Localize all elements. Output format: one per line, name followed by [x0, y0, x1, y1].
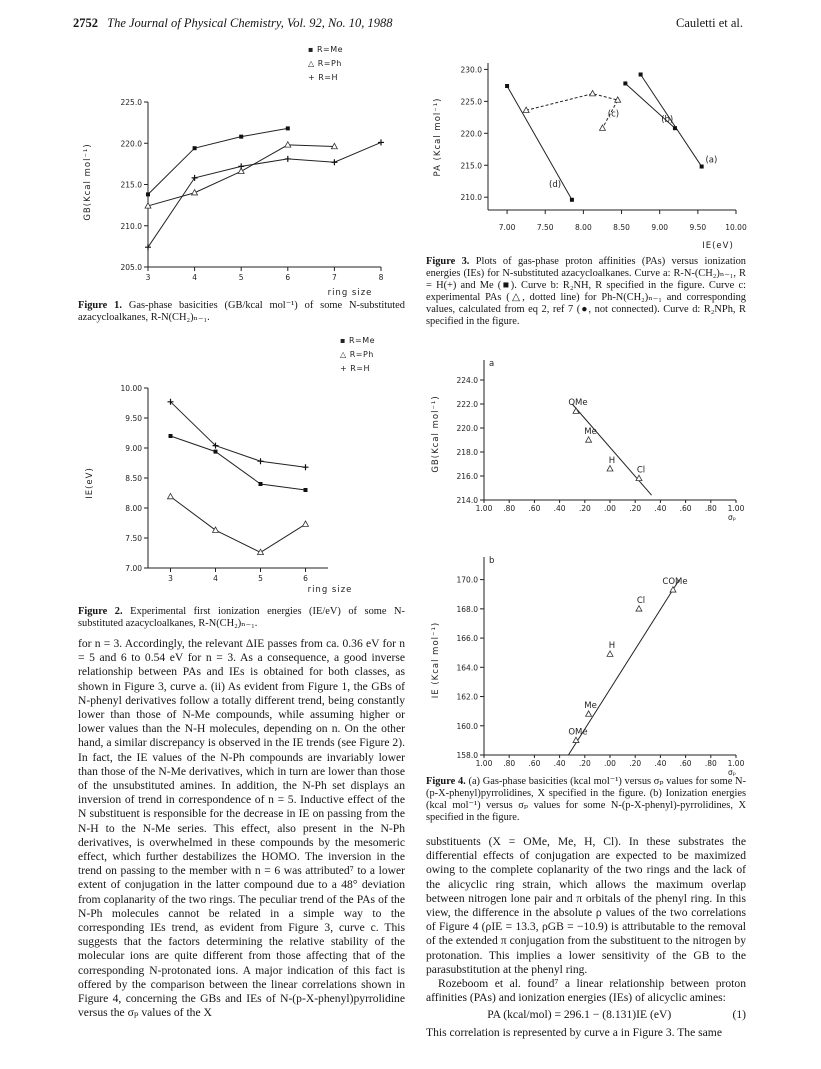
data-point [145, 244, 151, 250]
data-point [673, 126, 677, 130]
y-tick-label: 162.0 [456, 692, 478, 702]
figure-4b [418, 545, 748, 777]
x-tick-label: 1.00 [727, 504, 745, 513]
point-label: OMe [568, 727, 588, 738]
figure-3-caption-label: Figure 3. [426, 256, 470, 267]
x-tick-label: 1.00 [475, 759, 493, 768]
figure-3-chart [418, 55, 748, 255]
x-tick-label: .80 [704, 759, 717, 768]
data-point [193, 146, 197, 150]
data-point [168, 493, 174, 498]
point-label: COMe [662, 576, 688, 587]
curve-label: (c) [607, 109, 620, 120]
figure-1-chart [78, 40, 408, 298]
data-point [286, 126, 290, 130]
legend-entry: ▪ R=Me [340, 336, 376, 345]
data-point [146, 192, 150, 196]
data-point [607, 466, 613, 471]
y-tick-label: 205.0 [120, 263, 142, 272]
data-point [586, 711, 592, 716]
y-axis-label: IE(eV) [85, 467, 95, 499]
left-paragraph-1: for n = 3. Accordingly, the relevant ΔIE passes from ca. 0.36 eV for n = 5 and 6 to 0.54 eV for n = 3. As a consequence, a good inverse relationship between PAs and IEs is obtained for both classes, as shown in Figure 3, curve a. (ii) As evident from Figure 1, the GBs of N-phenyl derivatives follow a totally different trend, being constantly lower than those of N-Me compounds, while assuming higher or lower values than the N-H molecules, depending on n. On the other hand, a similar discrepancy is observed in the IE trends (see Figure 2). In fact, the IE values of the N-Ph compounds are invariably lower than those of the N-Me derivatives, which in turn are lower than those of the unsubstituted amines. In addition, the N-Ph set displays an inversion of trend in correspondence of n = 5. Inductive effect of the N substituent is responsible for the decrease in IE on passing from the N-H to the N-Me series. This effect, also present in the N-Ph derivatives, is overwhelmed in these compounds by the mesomeric effect, which further destabilizes the HOMO. The inversion in the trend on passing to the member with n = 6 was attributed⁷ to a lower extent of conjugation in the latter compound due to a 48° deviation from coplanarity of the two rings. The peculiar trend of the PAs of the N-Ph molecules cannot be related in a simple way to the corresponding IEs trend, as evident from Figure 3, curve c. This suggests that the factors determining the relative stability of the molecular ions are quite different from those affecting that of the corresponding N-protonated ions. A major indication of this fact is offered by the comparison between the linear correlations shown in Figure 4, concerning the GBs and IEs of N-(p-X-phenyl)pyrrolidine versus the σₚ values of the X [78, 637, 405, 1020]
x-tick-label: .00 [604, 759, 616, 768]
legend-entry: + R=H [308, 73, 339, 82]
x-tick-label: 3 [145, 273, 151, 282]
series-line [148, 145, 334, 206]
series-line [171, 436, 306, 490]
x-tick-label: .80 [704, 504, 717, 513]
figure-4-caption-text: (a) Gas-phase basicities (kcal mol⁻¹) versus σₚ values for some N-(p-X-phenyl)pyrrolidines, X specified in the figure. (b) Ionization energies (kcal mol⁻¹) versus σₚ values for some N-(p-X-phenyl)-pyrrolidines, X specified in the figure. [426, 776, 746, 823]
point-label: H [608, 455, 616, 466]
y-tick-label: 216.0 [456, 472, 478, 481]
x-tick-label: .00 [604, 504, 616, 513]
point-label: Cl [636, 465, 646, 476]
legend-entry: △ R=Ph [340, 350, 374, 359]
x-tick-label: .40 [654, 504, 667, 513]
data-point [331, 159, 337, 165]
y-tick-label: 225.0 [120, 98, 142, 107]
x-tick-label: 10.00 [725, 223, 747, 232]
x-tick-label: 5 [238, 273, 244, 282]
x-tick-label: .40 [553, 759, 566, 768]
point-label: OMe [568, 398, 588, 409]
series-line [171, 497, 306, 553]
figure-1-caption-text: Gas-phase basicities (GB/kcal mol⁻¹) of some N-substituted azacycloalkanes, R-N(CH₂)ₙ₋₁. [78, 300, 405, 323]
data-point [259, 482, 263, 486]
x-tick-label: 3 [168, 574, 173, 583]
y-tick-label: 225.0 [460, 97, 482, 107]
data-point [586, 437, 592, 442]
y-tick-label: 160.0 [456, 721, 478, 731]
data-point [599, 125, 605, 130]
data-point [239, 135, 243, 139]
figure-2-chart [78, 333, 408, 603]
x-tick-label: .60 [528, 759, 541, 768]
x-tick-label: 6 [303, 574, 308, 583]
data-point [285, 156, 291, 162]
figure-4a [418, 338, 748, 533]
data-point [700, 165, 704, 169]
x-tick-label: 7.00 [498, 223, 516, 232]
x-tick-label: .80 [503, 504, 516, 513]
x-tick-label: .60 [679, 759, 692, 768]
y-tick-label: 214.0 [456, 496, 478, 505]
curve-line [526, 94, 618, 129]
x-tick-label: 9.00 [651, 223, 669, 232]
y-tick-label: 8.50 [125, 474, 142, 483]
left-column-text [78, 637, 405, 1020]
y-tick-label: 210.0 [460, 193, 482, 203]
x-tick-label: 6 [285, 273, 291, 282]
right-paragraph-3: This correlation is represented by curve a in Figure 3. The same [426, 1025, 722, 1039]
curve-label: (b) [661, 114, 674, 125]
x-tick-label: .20 [629, 759, 642, 768]
right-paragraph-2: Rozeboom et al. found⁷ a linear relationship between proton affinities (PAs) and ionization energies (IEs) of alicyclic amines: [426, 977, 746, 1005]
data-point [590, 90, 596, 95]
y-tick-label: 210.0 [120, 221, 142, 231]
curve-label: (d) [549, 179, 562, 190]
y-axis-label: IE (Kcal mol⁻¹) [431, 621, 441, 699]
data-point [623, 81, 627, 85]
data-point [258, 458, 264, 464]
figure-1-caption [78, 300, 405, 324]
journal-title: The Journal of Physical Chemistry, Vol. 92, No. 10, 1988 [107, 16, 393, 30]
data-point [570, 198, 574, 202]
y-tick-label: 224.0 [456, 376, 478, 385]
y-tick-label: 10.00 [120, 384, 142, 393]
x-tick-label: .20 [629, 504, 642, 513]
x-axis-label: IE(eV) [702, 241, 734, 251]
legend-entry: + R=H [340, 364, 371, 373]
data-point [213, 527, 219, 532]
curve-line [507, 86, 572, 200]
x-tick-label: 9.50 [689, 223, 707, 232]
x-tick-label: .40 [553, 504, 566, 513]
x-tick-label: .80 [503, 759, 516, 768]
figure-3-caption-text: Plots of gas-phase proton affinities (PAs) versus ionization energies (IEs) for N-substituted azacycloalkanes. Curve a: R-N-(CH₂)ₙ₋₁, R = H(+) and Me (■). Curve b: R₂NH, R specified in the figure. Curve c: experimental PAs (△, dotted line) for Ph-N(CH₂)ₙ₋₁ and corresponding values, calculated from eq 2, ref 7 (●, not connected). Curve d: R₂NPh, R specified in the figure. [426, 256, 746, 327]
figure-2-caption-text: Experimental first ionization energies (IE/eV) of some N-substituted azacycloalkanes, R-N(CH₂)ₙ₋₁. [78, 606, 405, 629]
y-tick-label: 215.0 [460, 161, 482, 171]
y-tick-label: 222.0 [456, 400, 478, 409]
page-number: 2752 [73, 16, 98, 30]
panel-label: a [489, 359, 495, 369]
y-axis-label: GB(Kcal mol⁻¹) [83, 143, 93, 221]
x-tick-label: .20 [578, 759, 591, 768]
data-point [285, 142, 291, 147]
point-label: H [608, 641, 616, 652]
author-header: Cauletti et al. [676, 16, 743, 30]
point-label: Me [584, 427, 597, 437]
y-tick-label: 9.50 [125, 414, 142, 423]
figure-1 [78, 40, 408, 298]
x-tick-label: 4 [192, 273, 197, 282]
figure-2 [78, 333, 408, 603]
data-point [303, 464, 309, 470]
y-tick-label: 164.0 [456, 663, 478, 673]
y-tick-label: 218.0 [456, 448, 478, 457]
right-paragraph-1: substituents (X = OMe, Me, H, Cl). In these substrates the differential effects of conjugation are expected to be maximized owing to the complete coplanarity of the two rings and the lack of the alicyclic ring strain, which allows the maximum overlap between nitrogen lone pair and π orbitals of the phenyl ring. In this view, the difference in the absolute ρ values of the two correlations of Figure 4 (ρIE = 13.3, ρGB = −10.9) is attributable to the removal of the extended π conjugation from the substituent to the nitrogen by protonation. This implies a lower sensitivity of the GB to the parasubstitution at the phenyl ring. [426, 835, 746, 976]
panel-label: b [489, 556, 495, 566]
series-line [148, 128, 288, 194]
data-point [192, 175, 198, 181]
point-label: Cl [636, 595, 646, 606]
x-tick-label: 4 [213, 574, 218, 583]
y-axis-label: PA (Kcal mol⁻¹) [433, 97, 443, 177]
y-tick-label: 8.00 [125, 504, 142, 513]
figure-4-caption-label: Figure 4. [426, 776, 466, 787]
x-axis-label: σₚ [728, 513, 736, 522]
data-point [639, 73, 643, 77]
x-tick-label: 1.00 [727, 759, 745, 768]
x-tick-label: 5 [258, 574, 263, 583]
data-point [636, 606, 642, 611]
y-tick-label: 220.0 [460, 129, 482, 139]
x-axis-label: ring size [327, 288, 373, 298]
equation-1-number: (1) [732, 1008, 746, 1022]
figure-3 [418, 55, 748, 255]
x-tick-label: 7.50 [536, 223, 554, 232]
data-point [169, 434, 173, 438]
data-point [304, 488, 308, 492]
x-tick-label: 8.50 [613, 223, 630, 232]
y-tick-label: 7.00 [125, 564, 142, 573]
y-tick-label: 9.00 [125, 444, 142, 453]
figure-2-caption [78, 606, 405, 630]
figure-4a-chart [418, 338, 748, 533]
y-axis-label: GB(Kcal mol⁻¹) [431, 395, 441, 473]
running-header [73, 16, 393, 31]
x-tick-label: .60 [679, 504, 692, 513]
x-tick-label: .40 [654, 759, 667, 768]
curve-label: (a) [705, 155, 718, 166]
data-point [607, 651, 613, 656]
point-label: Me [584, 701, 597, 712]
x-tick-label: 1.00 [475, 504, 493, 513]
data-point [378, 139, 384, 145]
x-tick-label: 8.00 [575, 223, 592, 232]
x-tick-label: .20 [578, 504, 591, 513]
legend-entry: △ R=Ph [308, 59, 342, 68]
y-tick-label: 158.0 [456, 751, 478, 760]
series-line [171, 402, 306, 467]
legend-entry: ▪ R=Me [308, 45, 344, 54]
y-tick-label: 230.0 [460, 65, 482, 75]
y-tick-label: 215.0 [120, 180, 142, 190]
data-point [214, 450, 218, 454]
figure-4-caption [426, 776, 746, 824]
fit-line [572, 404, 651, 495]
x-tick-label: 7 [332, 273, 337, 282]
x-tick-label: .60 [528, 504, 541, 513]
x-tick-label: 8 [378, 273, 384, 282]
figure-2-caption-label: Figure 2. [78, 606, 123, 617]
data-point [505, 84, 509, 88]
x-axis-label: σₚ [728, 768, 736, 777]
y-tick-label: 220.0 [456, 424, 478, 433]
data-point [238, 163, 244, 169]
y-tick-label: 166.0 [456, 634, 478, 644]
data-point [303, 521, 309, 526]
data-point [670, 587, 676, 592]
y-tick-label: 220.0 [120, 139, 142, 149]
right-column-text [426, 835, 746, 1040]
figure-1-caption-label: Figure 1. [78, 300, 122, 311]
figure-3-caption [426, 256, 746, 328]
y-tick-label: 170.0 [456, 575, 478, 585]
y-tick-label: 168.0 [456, 604, 478, 614]
x-axis-label: ring size [307, 585, 353, 595]
y-tick-label: 7.50 [125, 534, 142, 543]
equation-1-text: PA (kcal/mol) = 296.1 − (8.131)IE (eV) [487, 1008, 672, 1022]
figure-4b-chart [418, 545, 748, 777]
equation-1 [426, 1008, 746, 1022]
